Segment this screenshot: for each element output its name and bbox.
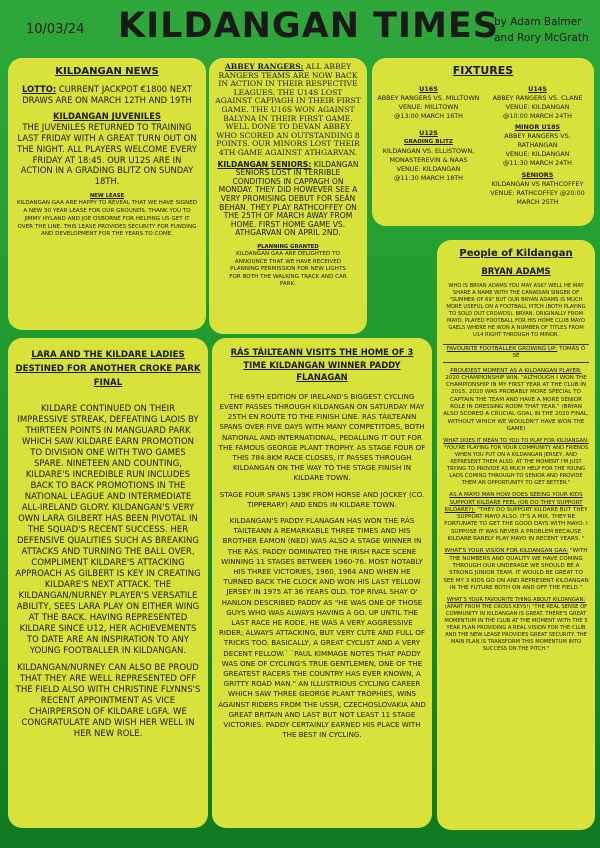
fixture-item xyxy=(486,85,589,121)
seniors-title: KILDANGAN SENIORS: xyxy=(217,159,312,169)
question-label: WHAT'S YOUR VISION FOR KILDANGAN GAA: xyxy=(444,548,569,555)
abbey-rangers-box xyxy=(209,58,367,334)
seniors-paragraph xyxy=(215,161,361,238)
news-title: KILDANGAN NEWS xyxy=(55,66,159,77)
fixtures-title: FIXTURES xyxy=(452,64,514,77)
byline-line-1: by Adam Balmer xyxy=(494,16,582,28)
question-meaning xyxy=(443,438,589,487)
lotto-label: LOTTO: xyxy=(21,83,57,94)
fixture-venue: VENUE: KILDANGAN xyxy=(396,165,461,173)
question-answer: "WITH THE NUMBERS AND QUALITY WE HAVE COMING THROUGH OUR UNDERAGE WE SHOULD BE A STRONG JUNIOR TEAM. IT WOULD BE GREAT TO SEE MY 3 KIDS GO ON AND REPRESENT KILDANGAN IN THE FUTURE BOTH ON AND OFF THE FIELD." xyxy=(443,548,589,591)
fixture-label: U12S xyxy=(419,129,438,137)
question-label: WHAT DOES IT MEAN TO YOU TO PLAY FOR KILDANGAN: xyxy=(443,438,589,445)
question-label: AS A MAYO MAN HOW DOES SEEING YOUR KIDS SUPPORT KILDARE FEEL (OR DO THEY SUPPORT KILDARE?): xyxy=(444,492,583,513)
people-name: BRYAN ADAMS xyxy=(481,267,551,277)
abbey-title: ABBEY RANGERS: xyxy=(224,62,304,71)
ras-text-3: KILDANGAN'S PADDY FLANAGAN HAS WON THE RÁS TÁILTEANN A REMARKABLE THREE TIMES AND HIS BROTHER EAMON (NED) WAS ALSO A STAGE WINNER IN THE RÁS. PADDY DOMINATED THE IRISH RACE SCENE WINNING 11 STAGES BETWEEN 1960-76. MOST NOTABLY HIS THREE VICTORIES, 1960, 1964 AND WHEN HE TURNED BACK THE CLOCK AND WON HIS LAST YELLOW JERSEY IN 1975 AT 36 YEARS OLD. TOP RIVAL SHAY O' HANLON DESCRIBED PADDY AS "HE WAS ONE OF THOSE GUYS WHO WAS ALWAYS HAVING A GO. UP UNTIL THE LAST RACE HE RODE, HE WAS A VERY AGGRESSIVE RIDER; ALWAYS ATTACKING, BUT VERY CUTE AND FULL OF TRICKS TOO. BASICALLY, A GREAT CYCLIST AND A VERY DECENT FELLOW.` `PAUL KIMMAGE NOTES THAT PADDY WAS ONE OF CYCLING'S TRUE GENTLEMEN, ONE OF THE GREATEST RACERS THE COUNTRY HAS EVER KNOWN, A GRITTY ROAD MAN." AN ILLUSTRIOUS CYCLING CAREER WHICH SAW THREE GEORGE PLANT TROPHIES, WINS AGAINST RIDERS FROM THE USSR, CZECHOSLOVAKIA AND GREAT BRITAIN AND LAST BUT NOT LEAST 11 STAGE VICTORIES. PADDY CERTAINLY EARNED HIS PLACE WITH THE BEST IN CYCLING. xyxy=(218,516,426,740)
fixture-teams: ABBEY RANGERS VS. CLANE xyxy=(492,94,583,102)
ras-title: RÁS TÁILTEANN VISITS THE HOME OF 3 TIME KILDANGAN WINNER PADDY FLANAGAN xyxy=(230,347,414,383)
fixture-teams: ABBEY RANGERS VS. MILLTOWN xyxy=(377,94,480,102)
question-answer: "YOU'RE PLAYING FOR YOUR COMMUNITY AND FRIENDS WHEN YOU PUT ON A KILDANGAN JERSEY, AND REPRESENT THEM ALSO. AT THE MOMENT I'M JUST TRYING TO PROVIDE AS MUCH HELP FOR THE YOUNG LADS COMING THROUGH TO SENIOR AND PROVIDE THEM AN OPPORTUNITY TO GET BETTER." xyxy=(443,445,589,487)
fixture-venue: VENUE: RATHCOFFEY @20:00 MARCH 25TH xyxy=(490,189,585,206)
question-favourite xyxy=(443,597,589,653)
fixture-venue: VENUE: KILDANGAN xyxy=(505,103,570,111)
question-vision xyxy=(443,548,589,592)
question-mayo xyxy=(443,492,589,543)
ras-article-box xyxy=(212,338,432,828)
fixture-venue: VENUE: KILDANGAN xyxy=(505,150,570,158)
fixture-teams: ABBEY RANGERS VS. RATHANGAN xyxy=(504,132,571,149)
people-title: People of Kildangan xyxy=(459,248,573,259)
lotto-paragraph xyxy=(16,84,198,106)
fixture-time: @11:30 MARCH 24TH xyxy=(503,159,572,167)
kildangan-news-box xyxy=(8,58,206,330)
fixture-item xyxy=(377,129,480,207)
favourite-footballer xyxy=(443,344,589,363)
fixture-item xyxy=(377,85,480,121)
lara-title: LARA AND THE KILDARE LADIES DESTINED FOR ANOTHER CROKE PARK FINAL xyxy=(15,350,201,388)
lara-article-box xyxy=(8,338,208,828)
fixtures-box xyxy=(372,58,594,226)
fixture-label: U16S xyxy=(419,85,438,93)
question-answer: "THEY DO SUPPORT KILDARE BUT THEY SUPPORT MAYO ALSO. IT'S A MIX. THEY'RE FORTUNATE TO GET THE GOOD DAYS WITH MAYO. I SUPPOSE IT WAS NEVER A PROBLEM BECAUSE KILDARE RARELY PLAY MAYO IN RECENT YEARS. " xyxy=(444,506,588,543)
abbey-text: ALL ABBEY RANGERS TEAMS ARE NOW BACK IN ACTION IN THEIR RESPECTIVE LEAGUES. THE U14S LOST AGAINST CAPPAGH IN THEIR FIRST GAME. THE U16S WON AGAINST BALYNA IN THEIR FIRST GAME. WELL DONE TO DEVAN ABBEY WHO SCORED AN OUTSTANDING 8 POINTS. OUR MINORS LOST THEIR 4TH GAME AGAINST ATHGARVAN. xyxy=(215,62,361,157)
lara-text-2: KILDANGAN/NURNEY CAN ALSO BE PROUD THAT THEY ARE WELL REPRESENTED OFF THE FIELD ALSO WITH CHRISTINE FLYNNS'S RECENT APPOINTMENT AS VICE CHAIRPERSON OF KILDARE LGFA. WE CONGRATULATE AND WISH HER WELL IN HER NEW ROLE. xyxy=(15,663,201,739)
abbey-paragraph xyxy=(215,63,361,158)
lotto-text: CURRENT JACKPOT €1800 NEXT DRAWS ARE ON MARCH 12TH AND 19TH xyxy=(22,83,193,105)
fixture-venue: VENUE: MILLTOWN xyxy=(398,103,459,111)
favourite-value: TOMÁS Ó SÉ xyxy=(512,346,586,360)
newspaper-title: KILDANGAN TIMES xyxy=(118,6,500,46)
fixture-label: MINOR U18S xyxy=(514,123,561,131)
question-label: WHAT'S YOUR FAVOURITE THING ABOUT KILDANGAN: xyxy=(446,597,586,604)
fixture-time: @10:00 MARCH 24TH xyxy=(503,112,572,120)
people-intro: WHO IS BRYAN ADAMS YOU MAY ASK? WELL HE MAY SHARE A NAME WITH THE CANADIAN SINGER OF "SUMMER OF 69" BUT OUR BRYAN ADAMS IS MUCH MORE USEFUL ON A FOOTBALL PITCH (BOTH PLAYING TO SOLD OUT CROWDS). BRYAN, ORIGINALLY FROM MAYO, PLAYED FOOTBALL FOR HIS HOME CLUB MAYO GAELS WHERE HE WON A NUMBER OF TITLES FROM U14 RIGHT THROUGH TO MINOR. xyxy=(446,283,586,338)
fixture-label: SENIORS xyxy=(521,171,554,179)
favourite-label: FAVOURITE FOOTBALLER GROWING UP: xyxy=(446,346,558,352)
fixture-time: @13:00 MARCH 16TH xyxy=(394,112,463,120)
fixture-teams: KILDANGAN VS. ELLISTOWN, MONASTEREVIN & NAAS xyxy=(382,147,475,164)
byline-line-2: and Rory McGrath xyxy=(494,32,589,44)
fixture-item xyxy=(486,123,589,207)
planning-text: KILDANGAN GAA ARE DELIGHTED TO ANNOUNCE THAT WE HAVE RECEIVED PLANNING PERMISSION FOR NEW LIGHTS FOR BOTH THE WALKING TRACK AND CAR PARK. xyxy=(229,251,347,288)
people-of-kildangan-box xyxy=(437,240,595,830)
fixture-sublabel: GRADING BLITZ xyxy=(404,139,453,145)
ras-text-2: STAGE FOUR SPANS 139K FROM HORSE AND JOCKEY (CO. TIPPERARY) AND ENDS IN KILDARE TOWN. xyxy=(219,489,425,509)
question-proudest xyxy=(443,368,589,434)
planning-title: PLANNING GRANTED xyxy=(257,243,319,250)
question-answer: (APART FROM THE CROSS KEYS!) "THE REAL SENSE OF COMMUNITY IN KILDANGAN IS GREAT. THERE'S GREAT MOMENTUM IN THE CLUB AT THE MOMENT WITH THE 5 YEAR PLAN PROVIDING A REAL VISION FOR THE CLUB AND THE NEW LEASE PROVIDES GREAT SECURITY. THE MAIN PLAN IS TRANSFORM THIS MOMENTUM INTO SUCCESS ON THE PITCH." xyxy=(444,604,588,653)
ras-text-1: THE 69TH EDITION OF IRELAND'S BIGGEST CYCLING EVENT PASSES THROUGH KILDANGAN ON SATURDAY MAY 25TH EN ROUTE TO THE FINISH LINE. RÁS TÁILTEANN SPANS OVER FIVE DAYS WITH MANY COMPETITORS, BOTH NATIONAL AND INTERNATIONAL, PEDALLING IT OUT FOR THE FAMOUS GEORGE PLANT TROPHY. AS STAGE FOUR OF THIS 784.8KM RACE CLOSES, IT PASSES THROUGH KILDANGAN ON THE WAY TO THE STAGE FINISH IN KILDARE TOWN. xyxy=(218,391,426,483)
byline xyxy=(494,14,598,46)
fixture-teams: KILDANGAN VS RATHCOFFEY xyxy=(491,180,584,188)
fixture-time: @11:30 MARCH 18TH xyxy=(394,174,463,182)
juveniles-text: THE JUVENILES RETURNED TO TRAINING LAST FRIDAY WITH A GREAT TURN OUT ON THE NIGHT. ALL PLAYERS WELCOME EVERY FRIDAY AT 18:45. OUR U12S ARE IN ACTION IN A GRADING BLITZ ON SUNDAY 18TH. xyxy=(17,122,197,187)
fixture-label: U14S xyxy=(528,85,547,93)
seniors-text: KILDANGAN SENIORS LOST IN TERRIBLE CONDITIONS IN CAPPAGH ON MONDAY. THEY DID HOWEVER SEE A VERY PROMISING DEBUT FOR SEÁN BEHAN. THEY PLAY RATHCOFFEY ON THE 25TH OF MARCH AWAY FROM HOME. FIRST HOME GAME VS. ATHGARVAN ON APRIL 2ND. xyxy=(218,159,359,238)
juveniles-title: KILDANGAN JUVENILES xyxy=(53,111,161,122)
question-answer: 2020 CHAMPIONSHIP WIN. "ALTHOUGH I WON THE CHAMPIONSHIP IN MY FIRST YEAR AT THE CLUB IN 2015, 2020 WAS PROBABLY MORE SPECIAL TO CAPTAIN THE TEAM AND HAVE A MORE SENIOR ROLE IN DRESSING ROOM THAT YEAR." (BRYAN ALSO SCORED A CRUCIAL GOAL IN THE 2020 FINAL, WITHOUT WHICH WE WOULDN'T HAVE WON THE GAME) xyxy=(443,374,589,432)
question-label: PROUDEST MOMENT AS A KILDANGAN PLAYER: xyxy=(450,367,582,374)
lara-text-1: KILDARE CONTINUED ON THEIR IMPRESSIVE STREAK, DEFEATING LAOIS BY THIRTEEN POINTS IN MANGUARD PARK WHICH SAW KILDARE EARN PROMOTION TO DIVISION ONE WITH TWO GAMES SPARE. NINETEEN AND COUNTING, KILDARE'S INCREDIBLE RUN INCLUDES BACK TO BACK PROMOTIONS IN THE NATIONAL LEAGUE AND INTERMEDIATE ALL-IRELAND GLORY. KILDANGAN'S VERY OWN LARA GILBERT HAS BEEN PIVOTAL IN THE SQUAD'S RECENT SUCCESS. HER DEFENSIVE QUALITIES SUCH AS BREAKING ATTACKS AND TURNING THE BALL OVER, COMPLIMENT KILDARE'S ATTACKING APPROACH AS GILBERT IS KEY IN CREATING KILDARE'S NEXT ATTACK. THE KILDANGAN/NURNEY PLAYER'S VERSATILE ABILITY, SEES LARA PLAY ON EITHER WING AT THE BACK. HAVING REPRESENTED KILDARE SINCE U12, HER ACHIEVEMENTS TO DATE ARE AN INSPIRATION TO ANY YOUNG FOOTBALLER IN KILDANGAN. xyxy=(15,404,201,656)
lease-text: KILDANGAN GAA ARE HAPPY TO REVEAL THAT WE HAVE SIGNED A NEW 30 YEAR LEASE FOR OUR GROUNDS. THANK YOU TO JIMMY HYLAND AND JOE OSBORNE FOR HELPING US GET IT OVER THE LINE. THIS LEASE PROVIDES SECURITY FOR FUNDING AND DEVELOPMENT FOR THE YEARS TO COME. xyxy=(16,200,198,238)
lease-title: NEW LEASE xyxy=(89,192,125,199)
issue-date: 10/03/24 xyxy=(26,22,85,37)
